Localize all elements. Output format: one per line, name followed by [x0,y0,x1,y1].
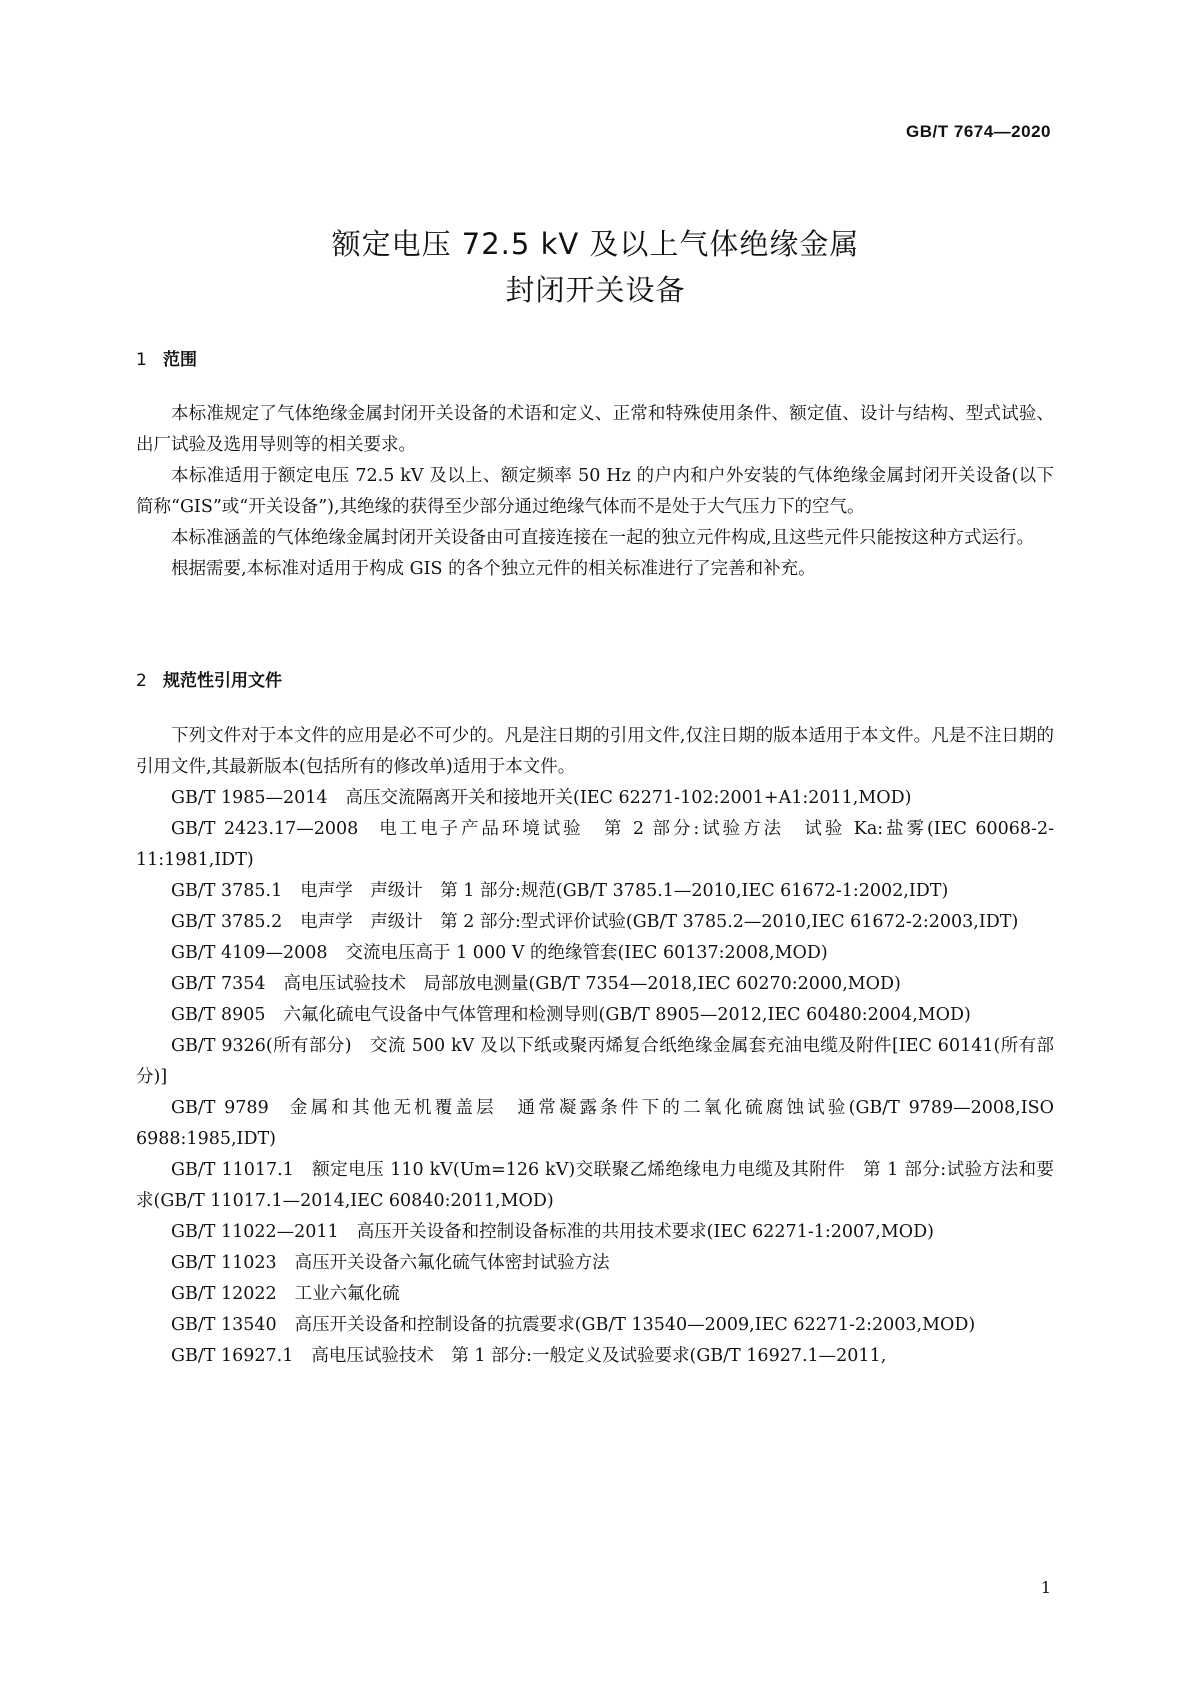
reference-code: GB/T 3785.2 [171,912,283,932]
reference-code: GB/T 4109—2008 [171,943,328,963]
reference-code: GB/T 11022—2011 [171,1222,339,1242]
reference-code: GB/T 11017.1 [171,1160,294,1180]
section-1-heading [136,345,197,370]
section-1-body [136,399,1054,585]
section-2-title: 规范性引用文件 [163,671,282,691]
reference-title: 交流电压高于 1 000 V 的绝缘管套(IEC 60137:2008,MOD) [345,943,828,963]
reference-code: GB/T 3785.1 [171,881,283,901]
document-title-line2: 封闭开关设备 [505,273,686,307]
reference-title: 高电压试验技术 第 1 部分:一般定义及试验要求(GB/T 16927.1—2011, [311,1346,887,1366]
reference-item [136,1248,1054,1279]
reference-code: GB/T 13540 [171,1315,277,1335]
reference-item [136,1341,1054,1372]
reference-code: GB/T 8905 [171,1005,266,1025]
reference-item [136,1000,1054,1031]
section-1-number: 1 [136,350,147,370]
reference-item [136,1031,1054,1093]
section-1-title: 范围 [163,350,197,370]
section-1-paragraph: 本标准适用于额定电压 72.5 kV 及以上、额定频率 50 Hz 的户内和户外安装的气体绝缘金属封闭开关设备(以下简称“GIS”或“开关设备”),其绝缘的获得至少部分通过绝缘气体而不是处于大气压力下的空气。 [136,466,1054,517]
reference-code: GB/T 12022 [171,1284,277,1304]
standard-code: GB/T 7674—2020 [906,122,1051,141]
reference-title: 高压交流隔离开关和接地开关(IEC 62271-102:2001+A1:2011,MOD) [345,788,912,808]
reference-code: GB/T 7354 [171,974,266,994]
reference-title: 额定电压 110 kV(Um=126 kV)交联聚乙烯绝缘电力电缆及其附件 第 1 部分:试验方法和要求(GB/T 11017.1—2014,IEC 60840:2011,MOD) [136,1160,1054,1211]
reference-title: 高压开关设备和控制设备标准的共用技术要求(IEC 62271-1:2007,MOD) [356,1222,934,1242]
reference-title: 高电压试验技术 局部放电测量(GB/T 7354—2018,IEC 60270:2000,MOD) [283,974,901,994]
reference-title: 工业六氟化硫 [294,1284,400,1304]
reference-item [136,907,1054,938]
reference-item [136,783,1054,814]
section-1-paragraph: 根据需要,本标准对适用于构成 GIS 的各个独立元件的相关标准进行了完善和补充。 [171,559,816,579]
reference-item [136,1279,1054,1310]
reference-item [136,876,1054,907]
reference-item [136,938,1054,969]
reference-code: GB/T 2423.17—2008 [171,819,359,839]
section-2-body [136,721,1054,1372]
reference-title: 电声学 声级计 第 2 部分:型式评价试验(GB/T 3785.2—2010,IEC 61672-2:2003,IDT) [300,912,1019,932]
reference-title: 六氟化硫电气设备中气体管理和检测导则(GB/T 8905—2012,IEC 60480:2004,MOD) [283,1005,971,1025]
document-title-line1: 额定电压 72.5 kV 及以上气体绝缘金属 [331,227,860,261]
section-2-number: 2 [136,671,147,691]
reference-code: GB/T 9326(所有部分) [171,1036,352,1056]
section-2-intro: 下列文件对于本文件的应用是必不可少的。凡是注日期的引用文件,仅注日期的版本适用于本文件。凡是不注日期的引用文件,其最新版本(包括所有的修改单)适用于本文件。 [136,726,1054,777]
reference-code: GB/T 11023 [171,1253,277,1273]
reference-title: 高压开关设备和控制设备的抗震要求(GB/T 13540—2009,IEC 62271-2:2003,MOD) [294,1315,976,1335]
reference-title: 电声学 声级计 第 1 部分:规范(GB/T 3785.1—2010,IEC 61672-1:2002,IDT) [300,881,949,901]
reference-item [136,1217,1054,1248]
reference-code: GB/T 16927.1 [171,1346,294,1366]
section-1-paragraph: 本标准规定了气体绝缘金属封闭开关设备的术语和定义、正常和特殊使用条件、额定值、设计与结构、型式试验、出厂试验及选用导则等的相关要求。 [136,404,1054,455]
reference-code: GB/T 1985—2014 [171,788,328,808]
reference-title: 交流 500 kV 及以下纸或聚丙烯复合纸绝缘金属套充油电缆及附件[IEC 60141(所有部分)] [136,1036,1054,1087]
reference-item [136,1310,1054,1341]
reference-item [136,814,1054,876]
reference-title: 电工电子产品环境试验 第 2 部分:试验方法 试验 Ka:盐雾(IEC 60068-2-11:1981,IDT) [136,819,1055,870]
page-number: 1 [1040,1578,1051,1597]
reference-code: GB/T 9789 [171,1098,269,1118]
section-2-heading [136,666,282,691]
reference-item [136,1093,1054,1155]
reference-item [136,1155,1054,1217]
reference-item [136,969,1054,1000]
section-1-paragraph: 本标准涵盖的气体绝缘金属封闭开关设备由可直接连接在一起的独立元件构成,且这些元件只能按这种方式运行。 [171,528,1035,548]
reference-title: 金属和其他无机覆盖层 通常凝露条件下的二氧化硫腐蚀试验(GB/T 9789—2008,ISO 6988:1985,IDT) [136,1098,1054,1149]
reference-title: 高压开关设备六氟化硫气体密封试验方法 [294,1253,610,1273]
